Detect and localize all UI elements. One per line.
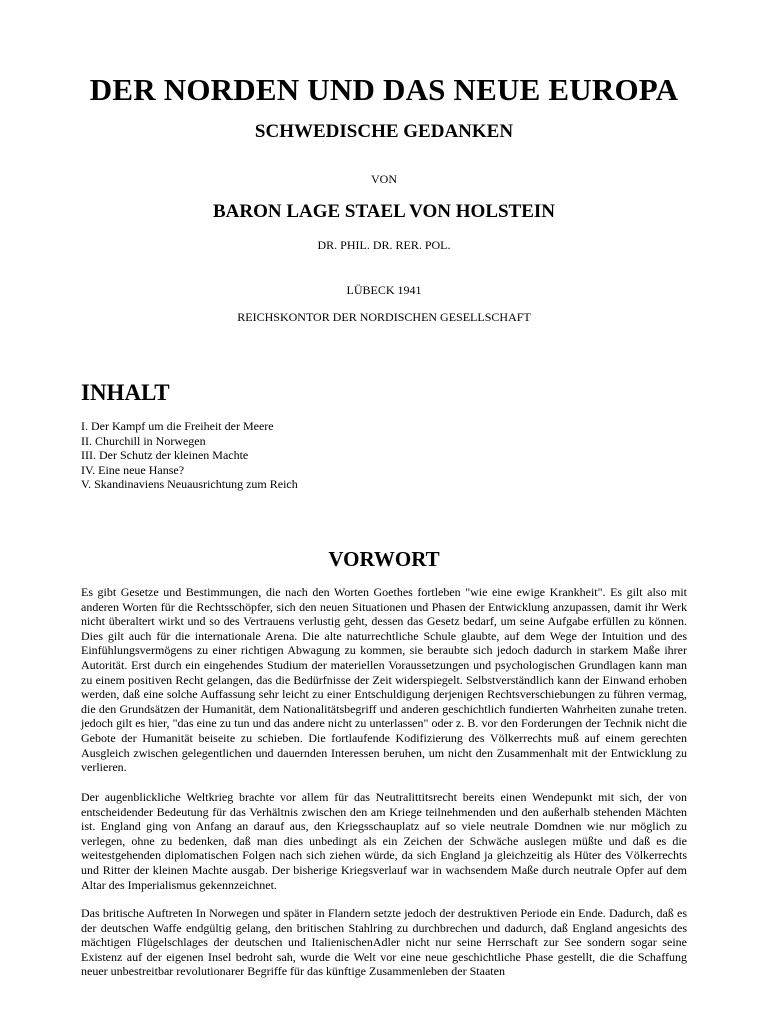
toc-item: III. Der Schutz der kleinen Machte	[81, 448, 249, 463]
foreword-heading: VORWORT	[328, 547, 440, 571]
by-line: VON	[371, 172, 397, 186]
foreword-paragraph: Es gibt Gesetze und Bestimmungen, die nach den Worten Goethes fortleben "wie eine ewige Krankheit". Es gilt also mit anderen Worten für die Rechtsschöpfer, sich den neuen Situationen und Phasen der Entwicklung anzupassen, damit ihr Werk nicht überaltert wirkt und so des Vertrauens verlustig geht, dessen das Gesetz bedarf, um seine Aufgabe erfüllen zu können. Dies gilt auch für die internationale Arena. Die alte naturrechtliche Schule glaubte, auf dem Wege der Intuition und des Einfühlungsvermögens zu einer richtigen Abwagung zu kommen, sie beraubte sich jedoch dadurch in starkem Maße ihrer Autorität. Erst durch ein eingehendes Studium der materiellen Voraussetzungen und psychologischen Grundlagen kann man zu einem positiven Recht gelangen, das die Bedürfnisse der Zeit widerspiegelt. Selbstverständlich kann der Einwand erhoben werden, daß eine solche Auffassung sehr leicht zu einer Entschuldigung derjenigen Rechtsverschiebungen zu führen vermag, die den Grundsätzen der Humanität, dem Nationalitätsbegriff und anderen geschichtlich fundierten Wahrheiten zunahe treten. jedoch gilt es hier, "das eine zu tun und das andere nicht zu unterlassen" oder z. B. vor den Forderungen der Technik nicht die Gebote der Humanität beiseite zu schieben. Die fortlaufende Kodifizierung des Völkerrechts muß auf einem gerechten Ausgleich zwischen gelegentlichen und dauernden Interessen beruhen, um nicht den Zusammenhalt mit der Entwicklung zu verlieren.	[81, 585, 687, 775]
toc-heading: INHALT	[81, 380, 170, 405]
foreword-paragraph: Der augenblickliche Weltkrieg brachte vor allem für das Neutralittitsrecht bereits einen Wendepunkt mit sich, der von entscheidender Bedeutung für das Verhältnis zwischen den am Kriege teilnehmenden und den außerhalb stehenden Mächten ist. England ging von Anfang an darauf aus, den Kriegsschauplatz auf so viele neutrale Domdnen wie nur möglich zu verlegen, ohne zu bedenken, daß man dies unbedingt als ein Zeichen der Schwäche auslegen müßte und daß es die weitestgehenden diplomatischen Folgen nach sich ziehen würde, da sich England ja gleichzeitig als Hüter des Völkerrechts und Ritter der kleinen Machte ausgab. Der bisherige Kriegsverlauf war in wachsendem Maße durch neutrale Opfer auf dem Altar des Imperialismus gekennzeichnet.	[81, 790, 687, 892]
place-year: LÜBECK 1941	[346, 283, 422, 297]
toc-item: IV. Eine neue Hanse?	[81, 462, 185, 477]
author-name: BARON LAGE STAEL VON HOLSTEIN	[212, 201, 556, 222]
publisher: REICHSKONTOR DER NORDISCHEN GESELLSCHAFT	[237, 310, 531, 324]
toc-item: I. Der Kampf um die Freiheit der Meere	[81, 419, 274, 433]
toc-item: II. Churchill in Norwegen	[81, 433, 206, 448]
toc-item: V. Skandinaviens Neuausrichtung zum Reich	[81, 477, 298, 492]
foreword-paragraph: Das britische Auftreten In Norwegen und später in Flandern setzte jedoch der destruktiven Periode ein Ende. Dadurch, daß es der deutschen Waffe endgültig gelang, den britischen Stahlring zu durchbrechen und dadurch, daß England angesichts des mächtigen Flügelschlages der deutschen und ItalienischenAdler nicht nur seine Herrschaft zur See sondern sogar seine Existenz auf der eigenen Insel bedroht sah, wurde die Welt vor eine neue geschichtliche Phase gestellt, die die Schaffung neuer unbestreitbar revolutionarer Begriffe für das künftige Zusammenleben der Staaten	[81, 906, 687, 979]
author-degrees: DR. PHIL. DR. RER. POL.	[317, 238, 451, 252]
book-subtitle: SCHWEDISCHE GEDANKEN	[254, 121, 514, 142]
book-title: DER NORDEN UND DAS NEUE EUROPA	[89, 72, 679, 107]
toc-list	[81, 419, 298, 492]
